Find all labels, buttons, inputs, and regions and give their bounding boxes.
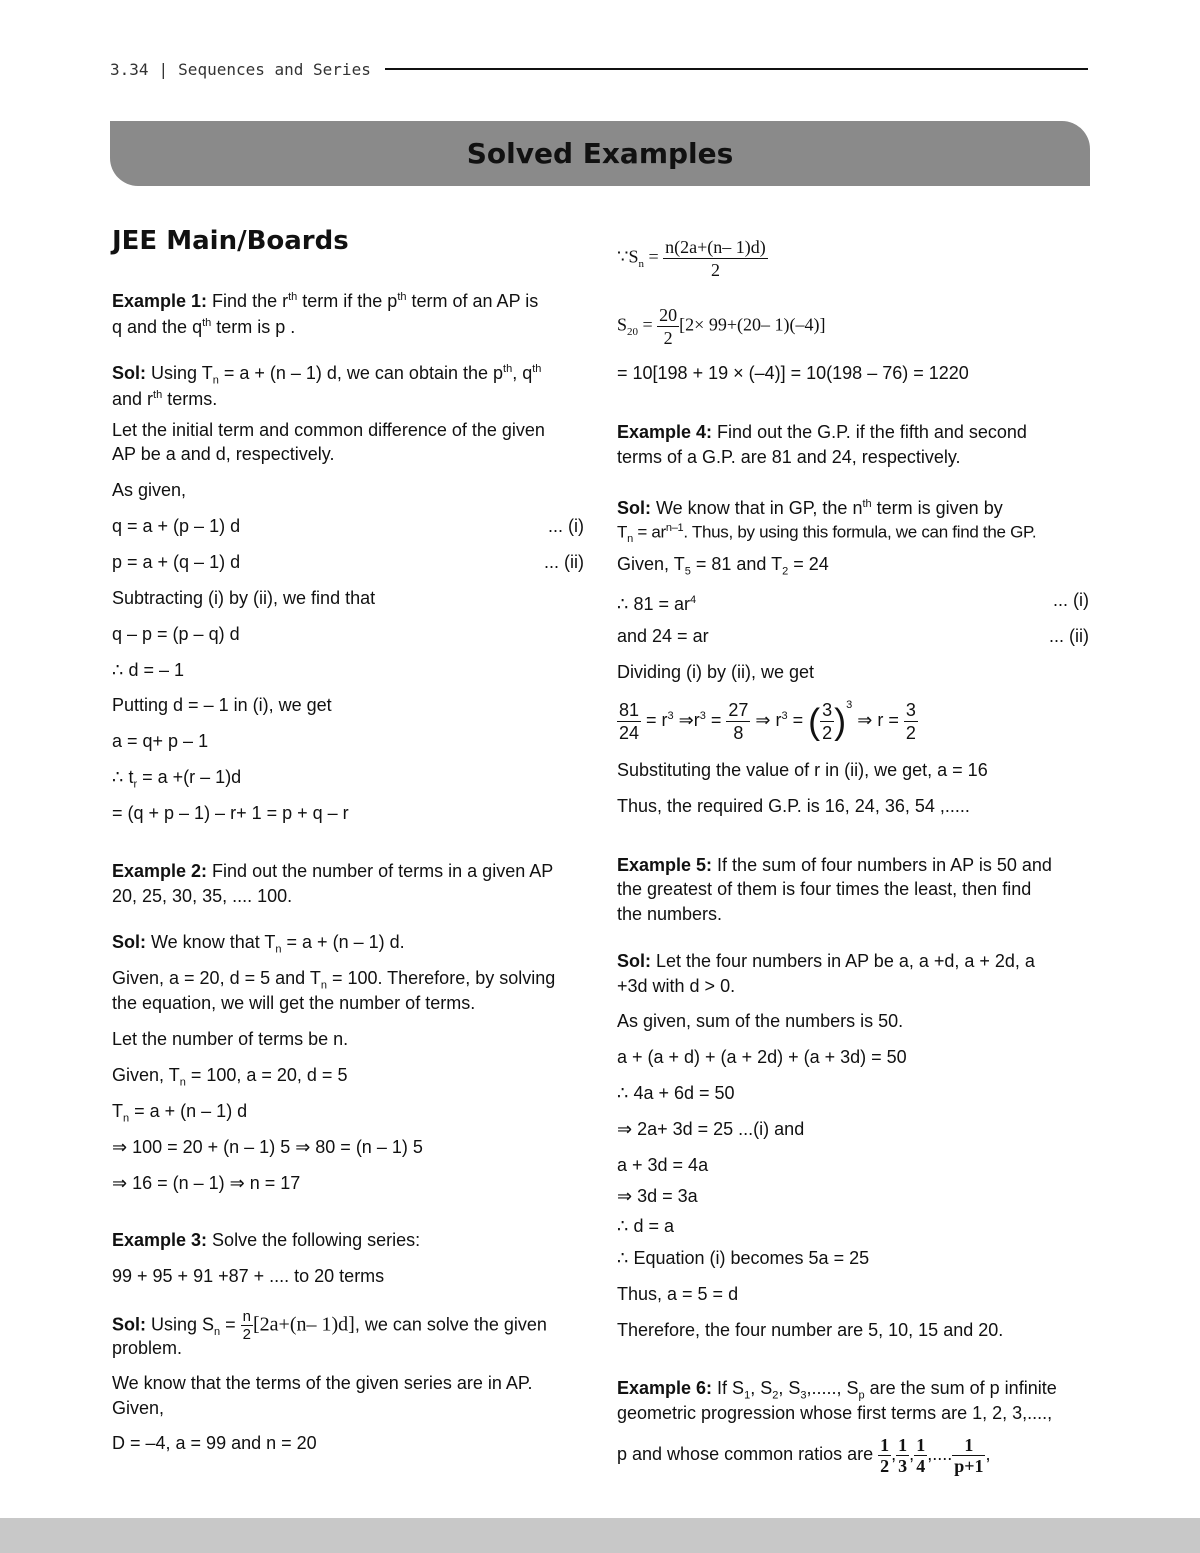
- equation-line: ⇒ 2a+ 3d = 25 ...(i) and: [617, 1119, 805, 1139]
- text: ⇒ r =: [852, 710, 904, 730]
- text: = r: [641, 710, 668, 730]
- subscript: n: [214, 1325, 221, 1338]
- text: = a +(r – 1)d: [137, 767, 242, 787]
- subscript: n: [179, 1076, 186, 1089]
- equation-sn: [617, 236, 768, 281]
- text-line: Let the initial term and common difference of the given: [112, 420, 545, 440]
- section-banner: [110, 121, 1090, 186]
- equation-line: [112, 765, 584, 797]
- text: ∴ t: [112, 767, 134, 787]
- text: [2× 99+(20– 1)(–4)]: [679, 314, 826, 335]
- denominator: 2: [710, 260, 720, 280]
- text: ,....., S: [806, 1378, 859, 1398]
- text: ,....: [927, 1444, 953, 1464]
- numerator: 3: [905, 699, 916, 720]
- text: Given, T: [617, 554, 685, 574]
- text: Find the r: [207, 291, 289, 311]
- subscript: n: [638, 258, 644, 271]
- numerator: 3: [822, 699, 833, 720]
- text-line: geometric progression whose first terms are 1, 2, 3,....,: [617, 1403, 1053, 1423]
- sol-label: Sol:: [112, 932, 146, 952]
- equation-line: q – p = (p – q) d: [112, 624, 240, 644]
- text-line: terms of a G.P. are 81 and 24, respectively.: [617, 447, 961, 467]
- example-1-line-2: [112, 311, 584, 339]
- text-line: problem.: [112, 1338, 183, 1358]
- text-line: Substituting the value of r in (ii), we get, a = 16: [617, 760, 988, 780]
- text: = a + (n – 1) d: [129, 1101, 248, 1121]
- text: =: [643, 246, 664, 267]
- example-3-line-1: [112, 1228, 584, 1252]
- text: Solve the following series:: [207, 1230, 421, 1250]
- equation-line: [112, 550, 584, 574]
- text-line: We know that the terms of the given series are in AP.: [112, 1373, 533, 1393]
- text: Find out the G.P. if the fifth and second: [712, 422, 1027, 442]
- fraction: [726, 699, 750, 744]
- example-1-sol-line-2: [112, 383, 584, 411]
- text: p and whose common ratios are: [617, 1444, 874, 1464]
- equation-line: ∴ d = – 1: [112, 660, 184, 680]
- text: If the sum of four numbers in AP is 50 and: [712, 855, 1052, 875]
- text: ∴ 81 = ar: [617, 594, 690, 614]
- text: = 100. Therefore, by solving: [326, 968, 556, 988]
- comma: ,: [985, 1444, 991, 1464]
- subscript: n: [275, 943, 282, 956]
- text-line: [617, 516, 1089, 551]
- text-line: Subtracting (i) by (ii), we find that: [112, 588, 376, 608]
- comma: ,: [909, 1444, 915, 1464]
- equation-ratio: [617, 694, 918, 744]
- equation-line: = (q + p – 1) – r+ 1 = p + q – r: [112, 803, 349, 823]
- text: q and the q: [112, 317, 203, 337]
- denominator: 8: [733, 722, 744, 743]
- denominator: 2: [880, 1455, 890, 1476]
- comma: ,: [891, 1444, 897, 1464]
- denominator: 2: [905, 722, 916, 743]
- text-line: Dividing (i) by (ii), we get: [617, 662, 815, 682]
- superscript: th: [532, 363, 542, 375]
- sol-label: Sol:: [112, 1314, 146, 1335]
- text-line: [617, 552, 1089, 584]
- text: ⇒ r: [750, 710, 782, 730]
- text-line: AP be a and d, respectively.: [112, 444, 335, 464]
- paren: ): [834, 700, 847, 742]
- superscript: 4: [690, 594, 697, 606]
- equation-tag: ... (ii): [544, 552, 584, 572]
- superscript: th: [397, 291, 407, 303]
- fraction: [657, 304, 679, 349]
- equation-line: D = –4, a = 99 and n = 20: [112, 1433, 317, 1453]
- numerator: 1: [898, 1434, 908, 1455]
- fraction: [914, 1435, 927, 1476]
- superscript: th: [288, 291, 298, 303]
- equation-line: a + 3d = 4a: [617, 1155, 709, 1175]
- text: ∵S: [617, 246, 639, 267]
- text: Using T: [146, 363, 213, 383]
- subscript: 1: [744, 1389, 751, 1402]
- subscript: p: [858, 1389, 865, 1402]
- denominator: p+1: [954, 1455, 984, 1476]
- example-2-line-1: [112, 859, 584, 883]
- example-label: Example 5:: [617, 855, 713, 875]
- page-number: 3.34: [110, 59, 149, 79]
- text: = 24: [788, 554, 829, 574]
- text: = 81 and T: [690, 554, 783, 574]
- text: , S: [778, 1378, 801, 1398]
- text: term if the p: [297, 291, 398, 311]
- text-line: Therefore, the four number are 5, 10, 15 and 20.: [617, 1320, 1004, 1340]
- text: are the sum of p infinite: [864, 1378, 1057, 1398]
- denominator: 2: [822, 722, 833, 743]
- text-line: Putting d = – 1 in (i), we get: [112, 695, 332, 715]
- text: Using S: [146, 1314, 215, 1335]
- equation-s20: [617, 304, 825, 349]
- sol-label: Sol:: [112, 363, 146, 383]
- text: = ar: [632, 522, 666, 542]
- banner-title: Solved Examples: [466, 137, 734, 170]
- text: ⇒r: [673, 710, 700, 730]
- subscript: n: [320, 979, 327, 992]
- equation-line: ⇒ 3d = 3a: [617, 1186, 698, 1206]
- text: =: [220, 1314, 241, 1335]
- text: = a + (n – 1) d, we can obtain the p: [218, 363, 504, 383]
- fraction: [663, 236, 768, 281]
- example-label: Example 1:: [112, 291, 208, 311]
- text-line: Given,: [112, 1398, 165, 1418]
- superscript: th: [202, 317, 212, 329]
- text-line: [112, 1063, 584, 1095]
- subscript: 20: [627, 326, 639, 339]
- header-rule: [385, 68, 1088, 70]
- text: =: [705, 710, 727, 730]
- equation-line: a + (a + d) + (a + 2d) + (a + 3d) = 50: [617, 1047, 907, 1067]
- example-2-sol: [112, 930, 584, 962]
- text-line: the equation, we will get the number of terms.: [112, 993, 476, 1013]
- text: and 24 = ar: [617, 626, 709, 646]
- fraction: [904, 699, 918, 744]
- text: . Thus, by using this formula, we can find the GP.: [683, 522, 1037, 542]
- text: Let the four numbers in AP be a, a +d, a + 2d, a: [651, 951, 1035, 971]
- text-line: As given,: [112, 480, 187, 500]
- header-separator: |: [158, 59, 169, 79]
- equation: q = a + (p – 1) d: [112, 516, 241, 536]
- subscript: 5: [684, 565, 691, 578]
- text-line: Let the number of terms be n.: [112, 1029, 349, 1049]
- superscript: 3: [781, 710, 788, 722]
- text: and r: [112, 389, 154, 409]
- equation-line: Thus, a = 5 = d: [617, 1284, 739, 1304]
- example-5-sol: [617, 949, 1089, 973]
- equation-line: ⇒ 16 = (n – 1) ⇒ n = 17: [112, 1173, 301, 1193]
- equation-tag: ... (i): [548, 516, 584, 536]
- example-label: Example 4:: [617, 422, 713, 442]
- equation-line: ∴ 4a + 6d = 50: [617, 1083, 735, 1103]
- example-label: Example 6:: [617, 1378, 713, 1398]
- numerator: 1: [916, 1434, 926, 1455]
- denominator: 2: [663, 328, 673, 348]
- fraction: [952, 1435, 985, 1476]
- text: If S: [712, 1378, 745, 1398]
- text: terms.: [162, 389, 218, 409]
- text: term of an AP is: [406, 291, 539, 311]
- text-line: the numbers.: [617, 904, 723, 924]
- numerator: 1: [952, 1435, 985, 1456]
- equation-line: ∴ d = a: [617, 1216, 674, 1236]
- equation-line: = 10[198 + 19 × (–4)] = 10(198 – 76) = 1220: [617, 363, 969, 383]
- example-label: Example 2:: [112, 861, 208, 881]
- equation-line: [617, 624, 1089, 648]
- text: = 100, a = 20, d = 5: [185, 1065, 348, 1085]
- numerator: 27: [728, 699, 749, 720]
- numerator: 20: [659, 305, 678, 325]
- denominator: 24: [619, 722, 640, 743]
- section-heading: JEE Main/Boards: [112, 226, 349, 256]
- text-line: 99 + 95 + 91 +87 + .... to 20 terms: [112, 1266, 385, 1286]
- text: , q: [512, 363, 533, 383]
- text-line: 20, 25, 30, 35, .... 100.: [112, 886, 293, 906]
- superscript: 3: [846, 699, 853, 711]
- sol-label: Sol:: [617, 951, 651, 971]
- numerator: 1: [880, 1434, 890, 1455]
- equation-line: [617, 588, 1089, 616]
- text-line: +3d with d > 0.: [617, 976, 736, 996]
- fraction: [820, 699, 834, 744]
- example-4-line-1: [617, 420, 1089, 444]
- sol-label: Sol:: [617, 498, 651, 518]
- footer-bar: [0, 1518, 1200, 1553]
- subscript: r: [133, 778, 138, 791]
- text: Given, T: [112, 1065, 180, 1085]
- numerator: n: [242, 1308, 252, 1325]
- running-header: [110, 56, 1088, 82]
- text: We know that in GP, the n: [651, 498, 863, 518]
- text: =: [638, 314, 658, 335]
- text-line: ∴ Equation (i) becomes 5a = 25: [617, 1248, 870, 1268]
- text: term is given by: [871, 498, 1003, 518]
- example-6-line-3: [617, 1432, 1089, 1476]
- equation-line: [112, 514, 584, 538]
- subscript: 3: [800, 1389, 807, 1402]
- text: Given, a = 20, d = 5 and T: [112, 968, 321, 988]
- text: =: [787, 710, 809, 730]
- example-1-line-1: [112, 285, 584, 313]
- subscript: n: [123, 1112, 130, 1125]
- equation-tag: ... (i): [1053, 590, 1089, 610]
- subscript: n: [627, 533, 633, 546]
- fraction: [878, 1435, 891, 1476]
- superscript: 3: [699, 710, 706, 722]
- example-5-line-1: [617, 853, 1089, 877]
- text: S: [617, 314, 628, 335]
- text-line: the greatest of them is four times the least, then find: [617, 879, 1032, 899]
- text-line: As given, sum of the numbers is 50.: [617, 1011, 904, 1031]
- denominator: 3: [898, 1455, 908, 1476]
- superscript: n–1: [665, 522, 684, 534]
- equation-line: ⇒ 100 = 20 + (n – 1) 5 ⇒ 80 = (n – 1) 5: [112, 1137, 423, 1157]
- subscript: 2: [772, 1389, 779, 1402]
- fraction: [896, 1435, 909, 1476]
- text: , we can solve the given: [354, 1314, 547, 1335]
- denominator: 4: [916, 1455, 926, 1476]
- text-line: Thus, the required G.P. is 16, 24, 36, 54 ,.....: [617, 796, 970, 816]
- subscript: n: [212, 374, 219, 387]
- text: T: [112, 1101, 123, 1121]
- superscript: th: [153, 389, 163, 401]
- equation-line: a = q+ p – 1: [112, 731, 209, 751]
- fraction: [617, 699, 641, 744]
- chapter-title: Sequences and Series: [178, 59, 371, 79]
- superscript: th: [503, 363, 513, 375]
- text: term is p .: [211, 317, 296, 337]
- text: Find out the number of terms in a given AP: [207, 861, 554, 881]
- text: , S: [750, 1378, 773, 1398]
- equation: p = a + (q – 1) d: [112, 552, 241, 572]
- equation-tag: ... (ii): [1049, 626, 1089, 646]
- numerator: 81: [619, 699, 640, 720]
- bracket-expression: [2a+(n– 1)d]: [253, 1313, 355, 1336]
- subscript: 2: [782, 565, 789, 578]
- superscript: 3: [667, 710, 674, 722]
- numerator: n(2a+(n– 1)d): [665, 237, 766, 257]
- equation-line: [112, 1099, 584, 1131]
- text: We know that T: [146, 932, 276, 952]
- text: = a + (n – 1) d.: [281, 932, 405, 952]
- paren: (: [808, 700, 821, 742]
- denominator: 2: [242, 1326, 252, 1343]
- example-label: Example 3:: [112, 1230, 208, 1250]
- superscript: th: [862, 498, 872, 510]
- text: T: [617, 522, 628, 542]
